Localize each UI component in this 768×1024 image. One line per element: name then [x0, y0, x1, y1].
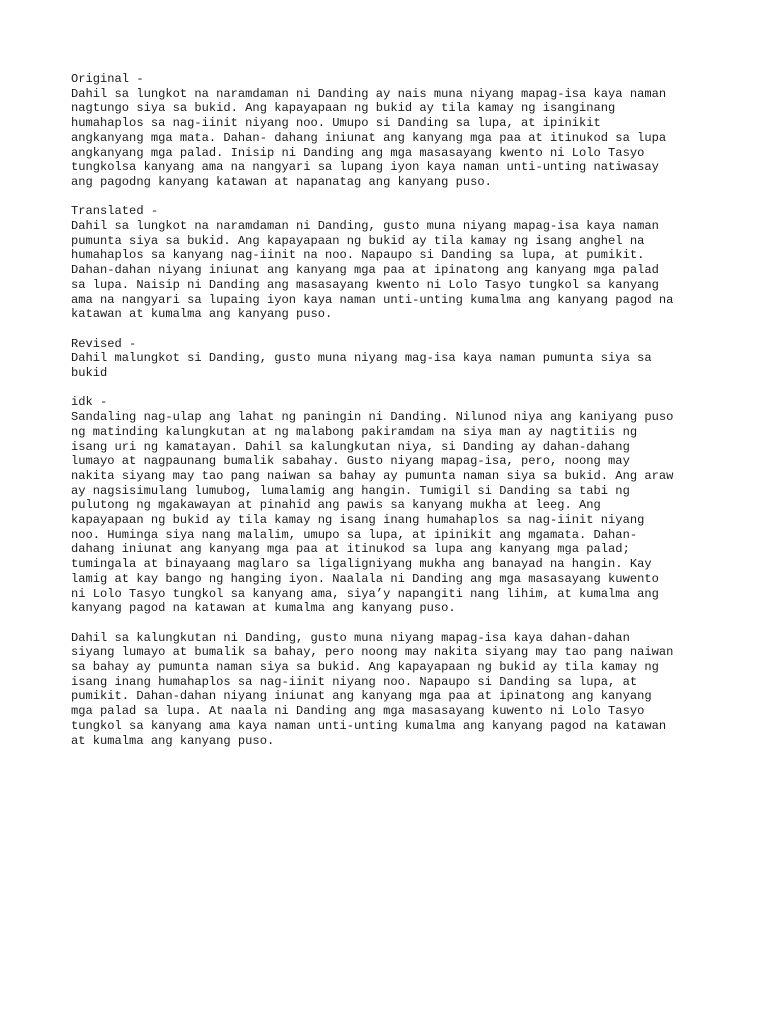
paragraph: Dahil sa kalungkutan ni Danding, gusto muna niyang mapag-isa kaya dahan-dahan siyang lumayo at bumalik sa bahay, pero noong may nakita siyang may tao pang naiwan sa bahay ay pumunta naman siya sa bukid. Ang kapayapaan ng bukid ay tila kamay ng isang inang humahaplos sa nag-iinit niyang noo. Napaupo si Danding sa lupa, at pumikit. Dahan-dahan niyang iniunat ang kanyang mga paa at ipinatong ang kanyang mga palad sa lupa. At naala ni Danding ang mga masasayang kuwento ni Lolo Tasyo tungkol sa kanyang ama kaya naman unti-unting kumalma ang kanyang pagod na katawan at kumalma ang kanyang puso. — [71, 630, 674, 748]
section-heading-translated: Translated - — [71, 204, 159, 219]
section-translated — [71, 204, 711, 322]
section-heading-idk: idk - — [71, 395, 108, 410]
section-revised — [71, 337, 711, 381]
section-heading-revised: Revised - — [71, 336, 137, 351]
section-original — [71, 72, 711, 190]
paragraph: Dahil sa lungkot na naramdaman ni Danding ay nais muna niyang mapag-isa kaya naman nagtungo siya sa bukid. Ang kapayapaan ng bukid ay tila kamay ng isanginang humahaplos sa nag-iinit niyang noo. Umupo si Danding sa lupa, at ipinikit angkanyang mga mata. Dahan- dahang iniunat ang kanyang mga paa at itinukod sa lupa angkanyang mga palad. Inisip ni Danding ang mga masasayang kwento ni Lolo Tasyo tungkolsa kanyang ama na nangyari sa lupang iyon kaya naman unti-unting natiwasay ang pagodng kanyang katawan at napanatag ang kanyang puso. — [71, 86, 667, 189]
section-heading-original: Original - — [71, 72, 144, 86]
paragraph: Dahil sa lungkot na naramdaman ni Danding, gusto muna niyang mapag-isa kaya naman pumunta siya sa bukid. Ang kapayapaan ng bukid ay tila kamay ng isang anghel na humahaplos sa kanyang nag-iinit na noo. Napaupo si Danding sa lupa, at pumikit. Dahan-dahan niyang iniunat ang kanyang mga paa at ipinatong ang kanyang mga palad sa lupa. Naisip ni Danding ang masasayang kwento ni Lolo Tasyo tungkol sa kanyang ama na nangyari sa lupaing iyon kaya naman unti-unting kumalma ang kanyang pagod na katawan at kumalma ang kanyang puso. — [71, 219, 674, 322]
document-page — [71, 72, 711, 763]
section-idk — [71, 395, 711, 748]
paragraph: Dahil malungkot si Danding, gusto muna niyang mag-isa kaya naman pumunta siya sa bukid — [71, 351, 652, 381]
paragraph: Sandaling nag-ulap ang lahat ng paningin ni Danding. Nilunod niya ang kaniyang puso ng matinding kalungkutan at ng malabong pakiramdam na siya man ay nagtitiis ng isang uri ng kamatayan. Dahil sa kalungkutan niya, si Danding ay dahan-dahang lumayo at nagpaunang bumalik sabahay. Gusto niyang mapag-isa, pero, noong may nakita siyang may tao pang naiwan sa bahay ay pumunta naman siya sa bukid. Ang araw ay nagsisimulang lumubog, lumalamig ang hangin. Tumigil si Danding sa tabi ng pulutong ng mgakawayan at pinahid ang pawis sa kanyang mukha at leeg. Ang kapayapaan ng bukid ay tila kamay ng isang inang humahaplos sa nag-iinit niyang noo. Huminga siya nang malalim, umupo sa lupa, at ipinikit ang mgamata. Dahan- dahang iniunat ang kanyang mga paa at itinukod sa lupa ang kanyang mga palad; tumingala at binayaang maglaro sa ligaligniyang mukha ang banayad na hangin. Kay lamig at kay bango ng hanging iyon. Naalala ni Danding ang mga masasayang kuwento ni Lolo Tasyo tungkol sa kanyang ama, siya’y napangiti nang lihim, at kumalma ang kanyang pagod na katawan at kumalma ang kanyang puso. — [71, 410, 674, 616]
